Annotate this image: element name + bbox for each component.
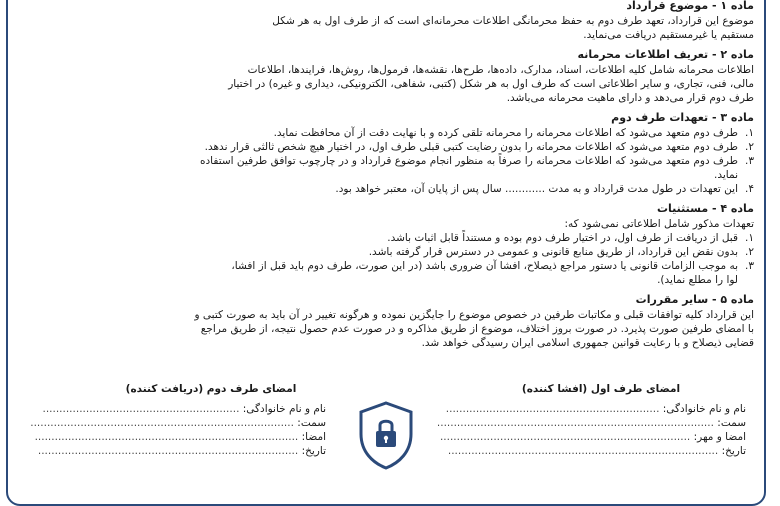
paragraph-line: موضوع این قرارداد، تعهد طرف دوم به حفظ محرمانگی اطلاعات محرمانه‌ای است که از طرف اول به هر شکل <box>272 15 754 27</box>
section-title: ماده ۲ - تعریف اطلاعات محرمانه <box>577 48 754 61</box>
exceptions-list <box>14 231 754 287</box>
signature-field[interactable]: سمت: ............................................................................... <box>30 417 326 429</box>
section-3 <box>14 111 754 196</box>
list-item: ۲. طرف دوم متعهد می‌شود که اطلاعات محرمانه را بدون رضایت کتبی قبلی طرف اول، در اختیار هیچ شخص ثالثی قرار ندهد. <box>204 141 754 153</box>
section-paragraph <box>14 14 754 42</box>
list-item: ۲. بدون نقض این قرارداد، از طریق منابع قانونی و عمومی در دسترس قرار گرفته باشد. <box>368 246 754 258</box>
list-item: ۳. طرف دوم متعهد می‌شود که اطلاعات محرمانه را صرفاً به منظور انجام موضوع قرارداد و در چارچوب توافق طرفین استفاده <box>200 155 754 167</box>
signature-field[interactable]: تاریخ: ................................................................................. <box>447 445 746 457</box>
second-party-signature <box>30 382 326 458</box>
list-item: ۱. قبل از دریافت از طرف اول، در اختیار طرف دوم بوده و مستنداً قابل اثبات باشد. <box>387 232 754 244</box>
paragraph-line: طرف دوم قرار می‌دهد و دارای ماهیت محرمانه می‌باشد. <box>506 92 754 104</box>
paragraph-line: قضایی ذیصلاح و با رعایت قوانین جمهوری اسلامی ایران رسیدگی خواهد شد. <box>421 337 754 349</box>
signature-field[interactable]: سمت: ................................................................................... <box>436 417 746 429</box>
list-item-continuation: نماید. <box>714 169 738 181</box>
section-2 <box>14 48 754 105</box>
paragraph-line: این قرارداد کلیه توافقات قبلی و مکاتبات طرفین در خصوص موضوع را جایگزین نموده و هرگونه تغییر در آن باید به صورت کتبی و <box>194 309 754 321</box>
paragraph-line: با امضای طرفین صورت پذیرد. در صورت بروز اختلاف، موضوع از طریق مذاکره و در صورت عدم حصول نتیجه، از طریق مراجع <box>200 323 754 335</box>
signature-field[interactable]: تاریخ: .............................................................................. <box>37 445 326 457</box>
paragraph-line: مستقیم یا غیرمستقیم دریافت می‌نماید. <box>583 29 754 41</box>
list-item-continuation: لوا را مطلع نماید). <box>657 274 738 286</box>
section-title: ماده ۱ - موضوع قرارداد <box>626 0 754 12</box>
signature-field[interactable]: نام و نام خانوادگی: ................................................................ <box>445 403 746 415</box>
signature-field[interactable]: نام و نام خانوادگی: ........................................................... <box>42 403 326 415</box>
section-intro: تعهدات مذکور شامل اطلاعاتی نمی‌شود که: <box>564 218 754 230</box>
section-4 <box>14 202 754 287</box>
shield-lock-icon <box>356 400 416 470</box>
section-title: ماده ۴ - مستثنیات <box>656 202 754 215</box>
section-paragraph <box>14 63 754 105</box>
section-1 <box>14 0 754 42</box>
obligations-list <box>14 126 754 196</box>
section-title: ماده ۳ - تعهدات طرف دوم <box>611 111 754 124</box>
first-party-signature <box>436 382 746 458</box>
signature-title: امضای طرف اول (افشا کننده) <box>521 383 681 395</box>
signature-field[interactable]: امضا: ............................................................................... <box>34 431 326 443</box>
section-paragraph <box>14 308 754 350</box>
section-5 <box>14 293 754 350</box>
list-item: ۳. به موجب الزامات قانونی یا دستور مراجع ذیصلاح، افشا آن ضروری باشد (در این صورت، طرف دوم باید قبل از افشا، <box>231 260 754 272</box>
paragraph-line: اطلاعات محرمانه شامل کلیه اطلاعات، اسناد، مدارک، داده‌ها، طرح‌ها، نقشه‌ها، فرمول‌ها، روش‌ها، فرایندها، اطلاعات <box>247 64 754 76</box>
list-item: ۴. این تعهدات در طول مدت قرارداد و به مدت ............ سال پس از پایان آن، معتبر خواهد بود. <box>335 183 754 195</box>
agreement-body <box>14 0 754 350</box>
signature-title: امضای طرف دوم (دریافت کننده) <box>125 383 297 395</box>
signature-field[interactable]: امضا و مهر: ........................................................................... <box>439 431 746 443</box>
paragraph-line: مالی، فنی، تجاری، و سایر اطلاعاتی است که طرف اول به هر شکل (کتبی، شفاهی، الکترونیکی، دیداری و غیره) در اختیار <box>228 78 754 90</box>
section-title: ماده ۵ - سایر مقررات <box>635 293 754 306</box>
list-item: ۱. طرف دوم متعهد می‌شود که اطلاعات محرمانه را محرمانه تلقی کرده و با نهایت دقت از آن محافظت نماید. <box>273 127 754 139</box>
